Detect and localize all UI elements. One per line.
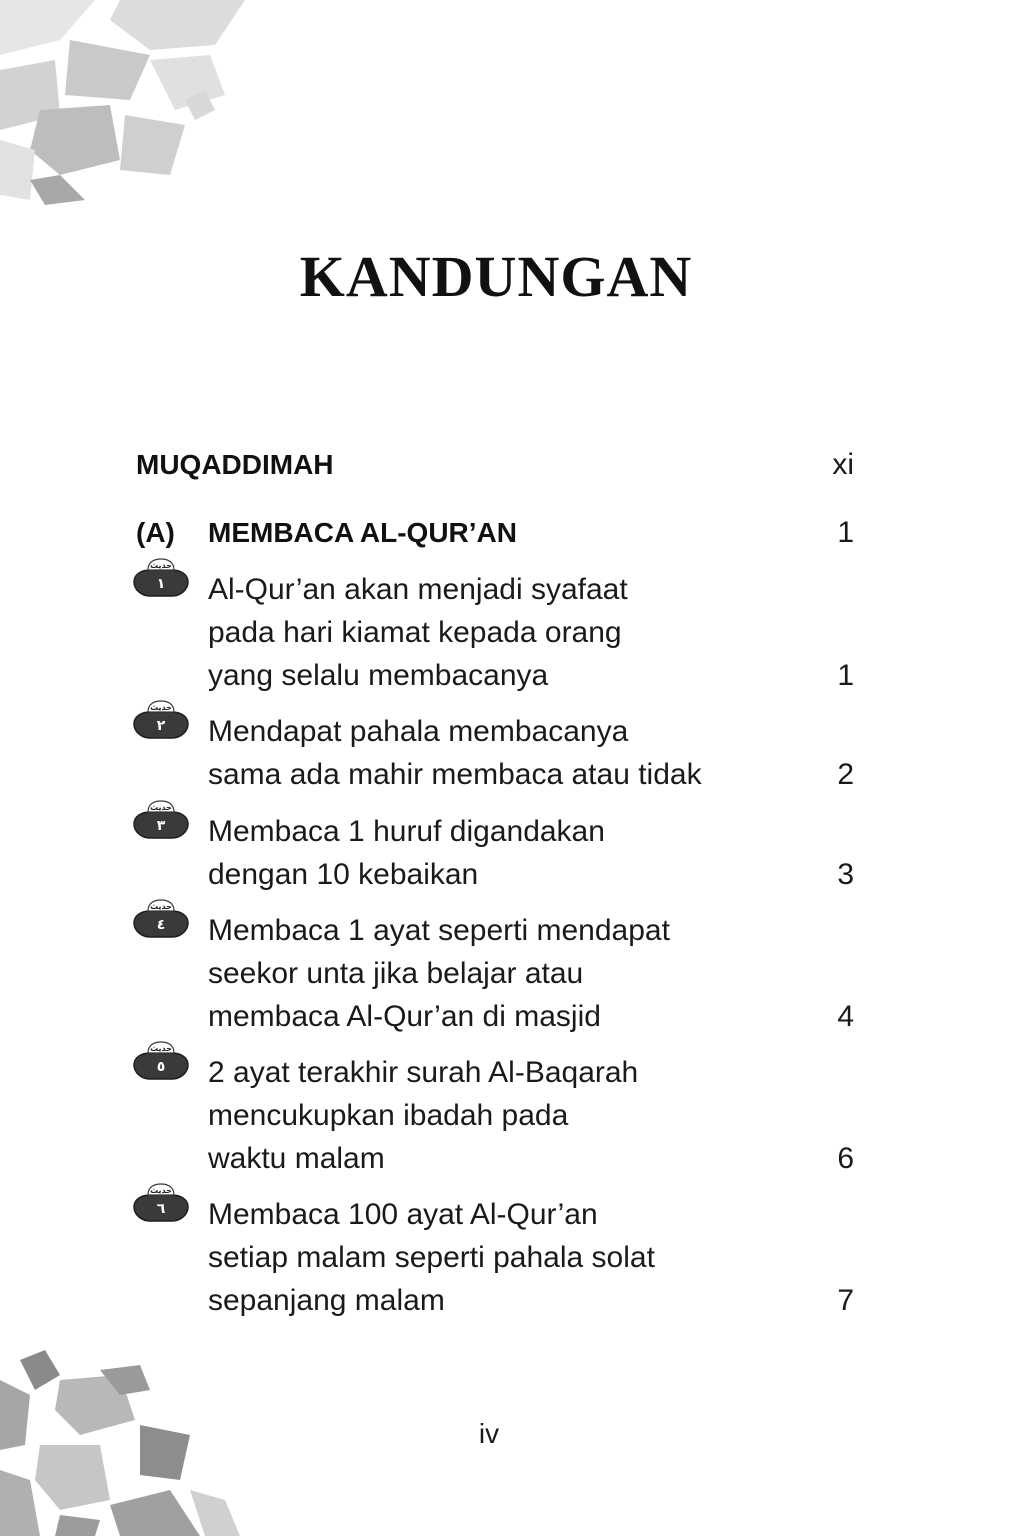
toc-entry-muqaddimah[interactable]: [136, 443, 854, 486]
toc-entry-page: 3: [837, 858, 854, 891]
toc-entry-page: 6: [837, 1142, 854, 1175]
toc-entry-title: [208, 568, 768, 697]
toc-entry-line: dengan 10 kebaikan: [208, 858, 479, 891]
hadith-badge-icon: [128, 554, 194, 602]
toc-entry-hadith-1[interactable]: [136, 561, 854, 697]
toc-entry-line: waktu malam: [208, 1142, 385, 1175]
badge-label: حديث: [150, 1186, 172, 1195]
toc-entry-page: 2: [837, 758, 854, 791]
toc-entry-line: Al-Qur’an akan menjadi syafaat: [208, 573, 628, 606]
toc-entry-line: sepanjang malam: [208, 1284, 445, 1317]
badge-number: ١: [156, 576, 166, 592]
toc-entry-line: Membaca 1 huruf digandakan: [208, 815, 605, 848]
toc-entry-title: [208, 810, 768, 896]
toc-entry-line: seekor unta jika belajar atau: [208, 957, 584, 990]
toc-entry-line: Membaca 1 ayat seperti mendapat: [208, 914, 670, 947]
badge-number: ٣: [156, 818, 166, 834]
badge-label: حديث: [150, 703, 172, 712]
toc-entry-page: 7: [837, 1284, 854, 1317]
badge-number: ٤: [156, 917, 166, 933]
page-title: KANDUNGAN: [299, 244, 693, 309]
toc-entry-line: mencukupkan ibadah pada: [208, 1099, 569, 1132]
hadith-badge-icon: [128, 1037, 194, 1085]
toc-entry-line: sama ada mahir membaca atau tidak: [208, 758, 702, 791]
toc-entry-hadith-5[interactable]: [136, 1044, 854, 1180]
page-number: iv: [478, 1418, 500, 1449]
hadith-badge-icon: [128, 895, 194, 943]
toc-entry-hadith-4[interactable]: [136, 902, 854, 1038]
badge-label: حديث: [150, 803, 172, 812]
toc-entry-line: Mendapat pahala membacanya: [208, 715, 629, 748]
toc-section-a[interactable]: [136, 511, 854, 554]
badge-number: ٢: [156, 718, 166, 734]
toc-entry-title: [208, 1193, 768, 1322]
section-marker: (A): [136, 517, 175, 548]
toc-entry-hadith-2[interactable]: [136, 703, 854, 796]
badge-label: حديث: [150, 561, 172, 570]
badge-label: حديث: [150, 902, 172, 911]
toc-entry-line: yang selalu membacanya: [208, 659, 549, 692]
toc-entry-page: 1: [837, 659, 854, 692]
badge-label: حديث: [150, 1044, 172, 1053]
toc-entry-line: setiap malam seperti pahala solat: [208, 1241, 655, 1274]
toc-entry-line: membaca Al-Qur’an di masjid: [208, 1000, 601, 1033]
toc-entry-title: [208, 909, 768, 1038]
hadith-badge-icon: [128, 696, 194, 744]
badge-number: ٦: [156, 1201, 166, 1217]
hadith-badge-icon: [128, 1179, 194, 1227]
toc-entry-line: Membaca 100 ayat Al-Qur’an: [208, 1198, 598, 1231]
toc-entry-title: [208, 1051, 768, 1180]
toc-entry-title: [208, 710, 768, 796]
section-title: MEMBACA AL-QUR’AN: [208, 517, 517, 548]
toc-entry-page: 1: [837, 516, 854, 549]
toc-entry-line: pada hari kiamat kepada orang: [208, 616, 622, 649]
toc-entry-hadith-3[interactable]: [136, 803, 854, 896]
toc-entry-hadith-6[interactable]: [136, 1186, 854, 1322]
toc-entry-page: xi: [832, 448, 854, 481]
toc-entry-label: MUQADDIMAH: [136, 449, 334, 480]
hadith-badge-icon: [128, 796, 194, 844]
toc-entry-line: 2 ayat terakhir surah Al-Baqarah: [208, 1056, 639, 1089]
badge-number: ٥: [156, 1059, 166, 1075]
toc-entry-page: 4: [837, 1000, 854, 1033]
